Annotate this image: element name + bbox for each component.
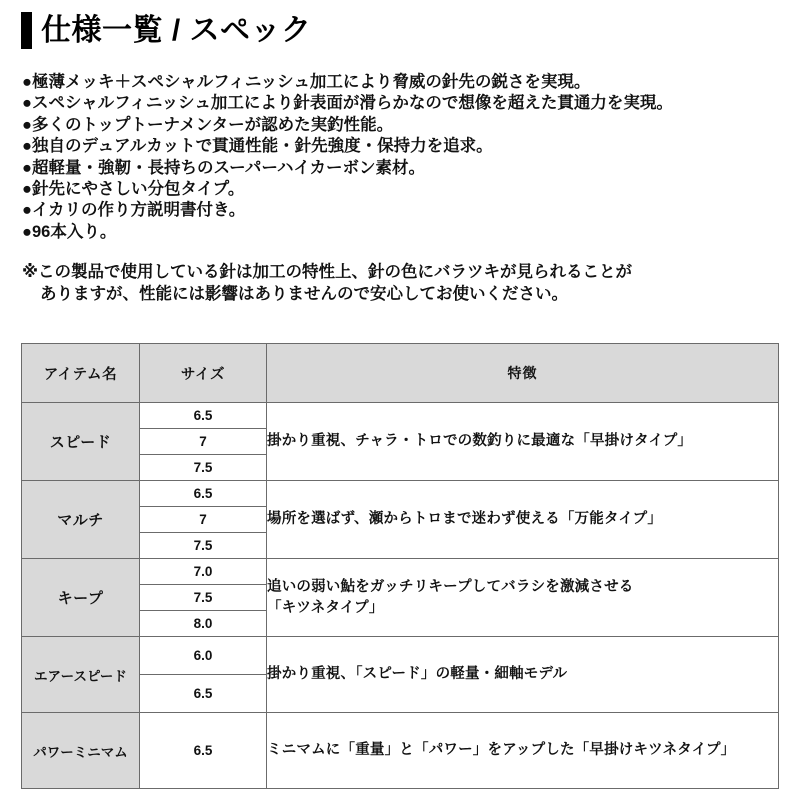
size-cell: 8.0 [140, 611, 267, 637]
feature-text-line: 「キツネタイプ」 [267, 599, 384, 616]
size-cell: 7.5 [140, 455, 267, 481]
item-name-cell: キープ [22, 559, 140, 637]
table-row [22, 403, 779, 429]
page-title [21, 12, 312, 49]
table-row [22, 713, 779, 789]
table-header-row [22, 344, 779, 403]
title-accent-bar [21, 12, 32, 49]
feature-text-line: 追いの弱い鮎をガッチリキープしてバラシを激減させる [267, 578, 634, 595]
feature-bullet: ●極薄メッキ＋スペシャルフィニッシュ加工により脅威の針先の鋭さを実現。 [22, 73, 591, 91]
size-cell: 6.5 [140, 713, 267, 789]
spec-table-head [22, 344, 779, 403]
feature-text-line: 掛かり重視、「スピード」の軽量・細軸モデル [267, 666, 568, 682]
size-cell: 6.5 [140, 481, 267, 507]
size-cell: 7 [140, 429, 267, 455]
item-name-cell: スピード [22, 403, 140, 481]
feature-bullet: ●独自のデュアルカットで貫通性能・針先強度・保持力を追求。 [22, 137, 493, 156]
size-cell: 7 [140, 507, 267, 533]
feature-cell [267, 403, 779, 481]
feature-text-line: 掛かり重視、チャラ・トロでの数釣りに最適な「早掛けタイプ」 [267, 433, 693, 449]
feature-bullet: ●イカリの作り方説明書付き。 [22, 201, 246, 220]
feature-bullet: ●スペシャルフィニッシュ加工により針表面が滑らかなので想像を超えた貫通力を実現。 [22, 94, 673, 113]
feature-bullet: ●針先にやさしい分包タイプ。 [22, 180, 245, 199]
feature-bullet: ●多くのトップトーナメンターが認めた実釣性能。 [22, 115, 394, 134]
feature-bullet: ●超軽量・強靭・長持ちのスーパーハイカーボン素材。 [22, 158, 425, 177]
spec-table-container [21, 343, 778, 789]
feature-bullet: ●96本入り。 [22, 222, 117, 241]
table-row [22, 637, 779, 675]
feature-cell [267, 713, 779, 789]
feature-cell [267, 637, 779, 713]
feature-note [22, 262, 792, 306]
table-row [22, 559, 779, 585]
feature-note-line: ※この製品で使用している針は加工の特性上、針の色にバラツキが見られることが [22, 263, 633, 281]
feature-bullet-list [22, 72, 782, 243]
feature-cell [267, 559, 779, 637]
size-cell: 6.5 [140, 403, 267, 429]
feature-text-line: 場所を選ばず、瀬からトロまで迷わず使える「万能タイプ」 [267, 511, 663, 527]
column-header-size: サイズ [140, 344, 267, 403]
size-cell: 7.0 [140, 559, 267, 585]
page-title-text: 仕様一覧 / スペック [41, 13, 312, 47]
table-row [22, 481, 779, 507]
feature-note-line: ありますが、性能には影響はありませんので安心してお使いください。 [40, 284, 568, 303]
item-name-cell: エアースピード [22, 637, 140, 713]
column-header-feature: 特徴 [267, 344, 779, 403]
spec-table [21, 343, 779, 789]
size-cell: 6.0 [140, 637, 267, 675]
feature-text-line: ミニマムに「重量」と「パワー」をアップした「早掛けキツネタイプ」 [267, 742, 736, 758]
item-name-cell: マルチ [22, 481, 140, 559]
size-cell: 6.5 [140, 675, 267, 713]
item-name-cell: パワーミニマム [22, 713, 140, 789]
spec-table-body [22, 403, 779, 789]
size-cell: 7.5 [140, 533, 267, 559]
size-cell: 7.5 [140, 585, 267, 611]
feature-cell [267, 481, 779, 559]
column-header-item: アイテム名 [22, 344, 140, 403]
